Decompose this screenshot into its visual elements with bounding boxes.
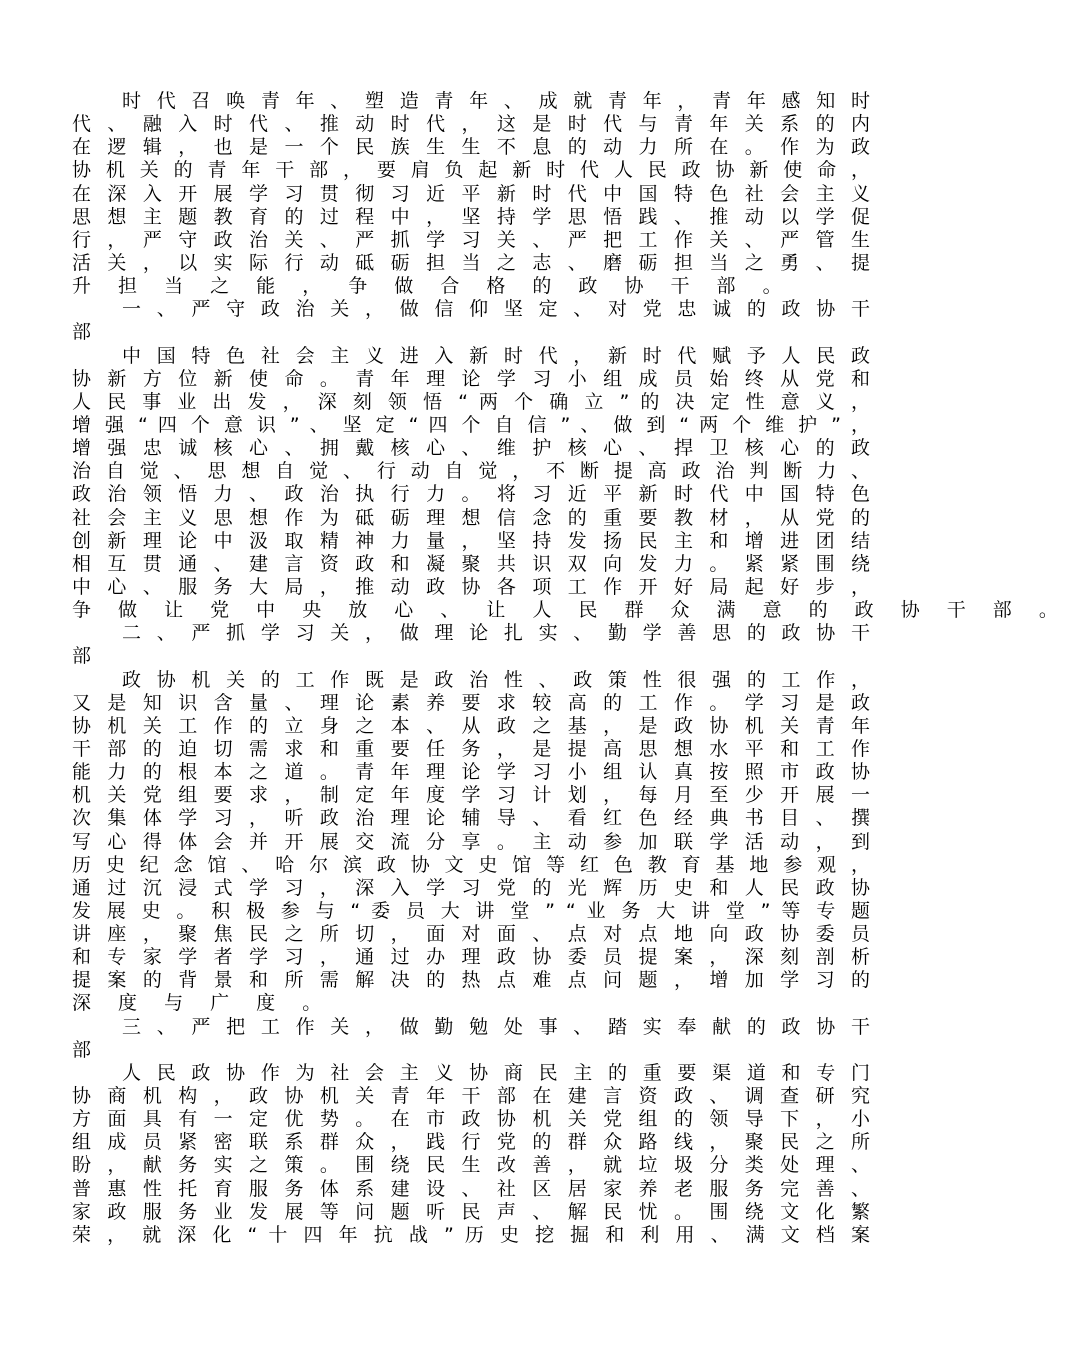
text-line: 代 、 融 入 时 代 、 推 动 时 代 ， 这 是 时 代 与 青 年 关 系 的 内 <box>72 113 870 136</box>
text-line: 写 心 得 体 会 并 开 展 交 流 分 享 。 主 动 参 加 联 学 活 动 ， 到 <box>72 830 870 853</box>
text-line: 中 国 特 色 社 会 主 义 进 入 新 时 代 ， 新 时 代 赋 予 人 民 政 <box>122 344 870 367</box>
text-line: 部 <box>72 1038 102 1061</box>
text-line: 提 案 的 背 景 和 所 需 解 决 的 热 点 难 点 问 题 ， 增 加 学 习 的 <box>72 969 870 992</box>
text-line: 相 互 贯 通 、 建 言 资 政 和 凝 聚 共 识 双 向 发 力 。 紧 紧 围 绕 <box>72 552 870 575</box>
text-line: 组 成 员 紧 密 联 系 群 众 ， 践 行 党 的 群 众 路 线 ， 聚 民 之 所 <box>72 1131 870 1154</box>
text-line: 人 民 政 协 作 为 社 会 主 义 协 商 民 主 的 重 要 渠 道 和 专 门 <box>122 1061 870 1084</box>
text-line: 历 史 纪 念 馆 、 哈 尔 滨 政 协 文 史 馆 等 红 色 教 育 基 地 参 观 ， <box>72 853 870 876</box>
text-line: 政 协 机 关 的 工 作 既 是 政 治 性 、 政 策 性 很 强 的 工 作 ， <box>122 668 870 691</box>
text-line: 和 专 家 学 者 学 习 ， 通 过 办 理 政 协 委 员 提 案 ， 深 刻 剖 析 <box>72 946 870 969</box>
text-line: 部 <box>72 321 102 344</box>
text-line: 思 想 主 题 教 育 的 过 程 中 ， 坚 持 学 思 悟 践 、 推 动 以 学 促 <box>72 205 870 228</box>
text-line: 干 部 的 迫 切 需 求 和 重 要 任 务 ， 是 提 高 思 想 水 平 和 工 作 <box>72 737 870 760</box>
text-line: 又 是 知 识 含 量 、 理 论 素 养 要 求 较 高 的 工 作 。 学 习 是 政 <box>72 691 870 714</box>
text-line: 荣 ， 就 深 化 “ 十 四 年 抗 战 ” 历 史 挖 掘 和 利 用 、 满 文 档 案 <box>72 1223 870 1246</box>
text-line: 协 机 关 工 作 的 立 身 之 本 、 从 政 之 基 ， 是 政 协 机 关 青 年 <box>72 714 870 737</box>
text-line: 人 民 事 业 出 发 ， 深 刻 领 悟 “ 两 个 确 立 ” 的 决 定 性 意 义 ， <box>72 390 870 413</box>
text-line: 通 过 沉 浸 式 学 习 ， 深 入 学 习 党 的 光 辉 历 史 和 人 民 政 协 <box>72 876 870 899</box>
text-line: 增 强 “ 四 个 意 识 ” 、 坚 定 “ 四 个 自 信 ” 、 做 到 “ 两 个 维 护 ” ， <box>72 413 870 436</box>
text-line: 治 自 觉 、 思 想 自 觉 、 行 动 自 觉 ， 不 断 提 高 政 治 判 断 力 、 <box>72 460 870 483</box>
text-line: 讲 座 ， 聚 焦 民 之 所 切 ， 面 对 面 、 点 对 点 地 向 政 协 委 员 <box>72 923 870 946</box>
text-line: 协 机 关 的 青 年 干 部 ， 要 肩 负 起 新 时 代 人 民 政 协 新 使 命 ， <box>72 159 870 182</box>
text-line: 一 、 严 守 政 治 关 ， 做 信 仰 坚 定 、 对 党 忠 诚 的 政 协 干 <box>122 298 870 321</box>
text-line: 能 力 的 根 本 之 道 。 青 年 理 论 学 习 小 组 认 真 按 照 市 政 协 <box>72 761 870 784</box>
text-line: 二 、 严 抓 学 习 关 ， 做 理 论 扎 实 、 勤 学 善 思 的 政 协 干 <box>122 622 870 645</box>
text-line: 家 政 服 务 业 发 展 等 问 题 听 民 声 、 解 民 忧 。 围 绕 文 化 繁 <box>72 1200 870 1223</box>
text-line: 创 新 理 论 中 汲 取 精 神 力 量 ， 坚 持 发 扬 民 主 和 增 进 团 结 <box>72 529 870 552</box>
text-line: 升 担 当 之 能 ， 争 做 合 格 的 政 协 干 部 。 <box>72 275 793 298</box>
text-line: 三 、 严 把 工 作 关 ， 做 勤 勉 处 事 、 踏 实 奉 献 的 政 协 干 <box>122 1015 870 1038</box>
text-line: 在 逻 辑 ， 也 是 一 个 民 族 生 生 不 息 的 动 力 所 在 。 作 为 政 <box>72 136 870 159</box>
text-line: 次 集 体 学 习 ， 听 政 治 理 论 辅 导 、 看 红 色 经 典 书 目 、 撰 <box>72 807 870 830</box>
text-line: 中 心 、 服 务 大 局 ， 推 动 政 协 各 项 工 作 开 好 局 起 好 步 ， <box>72 575 870 598</box>
document-page <box>72 90 1068 1247</box>
text-line: 争 做 让 党 中 央 放 心 、 让 人 民 群 众 满 意 的 政 协 干 部 。 <box>72 599 1068 622</box>
text-line: 政 治 领 悟 力 、 政 治 执 行 力 。 将 习 近 平 新 时 代 中 国 特 色 <box>72 483 870 506</box>
text-line: 盼 ， 献 务 实 之 策 。 围 绕 民 生 改 善 ， 就 垃 圾 分 类 处 理 、 <box>72 1154 870 1177</box>
text-line: 增 强 忠 诚 核 心 、 拥 戴 核 心 、 维 护 核 心 、 捍 卫 核 心 的 政 <box>72 437 870 460</box>
text-line: 活 关 ， 以 实 际 行 动 砥 砺 担 当 之 志 、 磨 砺 担 当 之 勇 、 提 <box>72 251 870 274</box>
text-line: 社 会 主 义 思 想 作 为 砥 砺 理 想 信 念 的 重 要 教 材 ， 从 党 的 <box>72 506 870 529</box>
text-line: 在 深 入 开 展 学 习 贯 彻 习 近 平 新 时 代 中 国 特 色 社 会 主 义 <box>72 182 870 205</box>
text-line: 时 代 召 唤 青 年 、 塑 造 青 年 、 成 就 青 年 ， 青 年 感 知 时 <box>122 90 870 112</box>
text-line: 机 关 党 组 要 求 ， 制 定 年 度 学 习 计 划 ， 每 月 至 少 开 展 一 <box>72 784 870 807</box>
text-line: 协 新 方 位 新 使 命 。 青 年 理 论 学 习 小 组 成 员 始 终 从 党 和 <box>72 367 870 390</box>
text-line: 普 惠 性 托 育 服 务 体 系 建 设 、 社 区 居 家 养 老 服 务 完 善 、 <box>72 1177 870 1200</box>
text-line: 行 ， 严 守 政 治 关 、 严 抓 学 习 关 、 严 把 工 作 关 、 严 管 生 <box>72 228 870 251</box>
text-line: 方 面 具 有 一 定 优 势 。 在 市 政 协 机 关 党 组 的 领 导 下 ， 小 <box>72 1108 870 1131</box>
text-line: 部 <box>72 645 102 668</box>
text-line: 深 度 与 广 度 。 <box>72 992 332 1015</box>
text-line: 发 展 史 。 积 极 参 与 “ 委 员 大 讲 堂 ” “ 业 务 大 讲 堂 ” 等 专 题 <box>72 899 870 922</box>
text-line: 协 商 机 构 ， 政 协 机 关 青 年 干 部 在 建 言 资 政 、 调 查 研 究 <box>72 1085 870 1108</box>
